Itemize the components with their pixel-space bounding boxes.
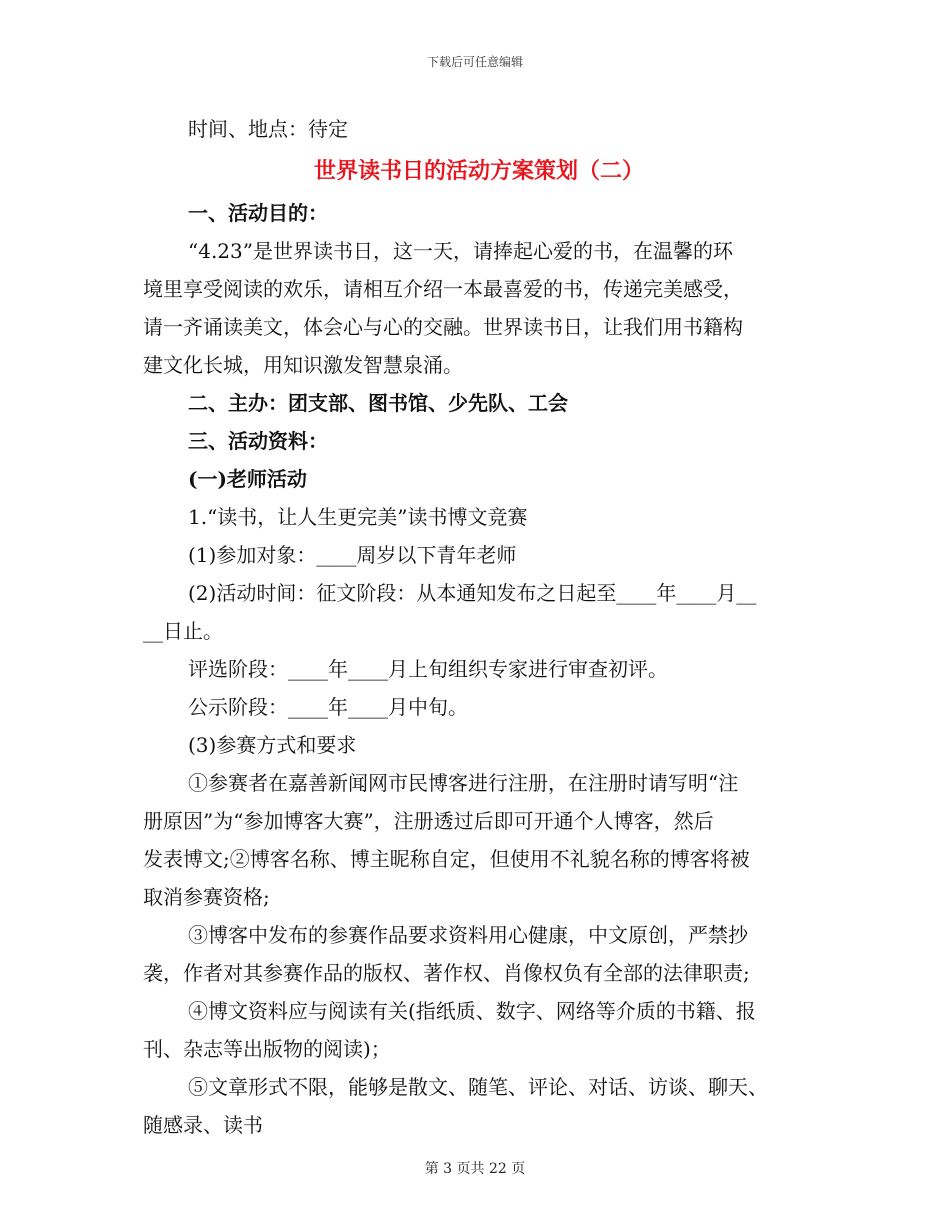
section1-heading: 一、活动目的：: [188, 201, 328, 225]
item1-time-line-cont: __日止。: [143, 619, 223, 643]
requirement-line: 发表博文;②博客名称、博主昵称自定，但使用不礼貌名称的博客将被: [143, 847, 750, 871]
item1-participants: (1)参加对象：____周岁以下青年老师: [188, 543, 517, 567]
page-header-note: 下载后可任意编辑: [426, 55, 523, 69]
selection-stage: 评选阶段：____年____月上旬组织专家进行审查初评。: [188, 657, 668, 681]
item1-title: 1.“读书，让人生更完美”读书博文竞赛: [188, 505, 528, 529]
page-number: 第 3 页共 22 页: [424, 1161, 526, 1177]
requirement-line: ③博客中发布的参赛作品要求资料用心健康，中文原创，严禁抄: [188, 923, 748, 947]
requirement-line: ①参赛者在嘉善新闻网市民博客进行注册，在注册时请写明“注: [188, 771, 739, 795]
requirement-line: 册原因”为“参加博客大赛”，注册透过后即可开通个人博客，然后: [143, 809, 714, 833]
section2-heading: 二、主办：团支部、图书馆、少先队、工会: [188, 391, 568, 415]
requirement-line: ⑤文章形式不限，能够是散文、随笔、评论、对话、访谈、聊天、: [188, 1075, 768, 1099]
time-place-line: 时间、地点：待定: [188, 117, 348, 141]
section1-line: 境里享受阅读的欢乐，请相互介绍一本最喜爱的书，传递完美感受，: [143, 277, 743, 301]
section1-line: “4.23”是世界读书日，这一天，请捧起心爱的书，在温馨的环: [188, 239, 733, 263]
requirement-line: 袭，作者对其参赛作品的版权、著作权、肖像权负有全部的法律职责;: [143, 961, 750, 985]
requirement-line: 随感录、读书: [143, 1113, 263, 1137]
teacher-activity-heading: (一)老师活动: [188, 467, 307, 491]
requirement-line: 取消参赛资格;: [143, 885, 270, 909]
section1-line: 建文化长城，用知识激发智慧泉涌。: [143, 353, 463, 377]
item1-time-line: (2)活动时间：征文阶段：从本通知发布之日起至____年____月__: [188, 581, 757, 605]
public-stage: 公示阶段：____年____月中旬。: [188, 695, 468, 719]
section1-line: 请一齐诵读美文，体会心与心的交融。世界读书日，让我们用书籍构: [143, 315, 743, 339]
item1-method-heading: (3)参赛方式和要求: [188, 733, 357, 757]
document-body: [143, 110, 815, 1144]
section3-heading: 三、活动资料：: [188, 429, 328, 453]
document-title: 世界读书日的活动方案策划（二）: [313, 158, 644, 184]
requirement-line: ④博文资料应与阅读有关(指纸质、数字、网络等介质的书籍、报: [188, 999, 756, 1023]
requirement-line: 刊、杂志等出版物的阅读)；: [143, 1037, 391, 1061]
